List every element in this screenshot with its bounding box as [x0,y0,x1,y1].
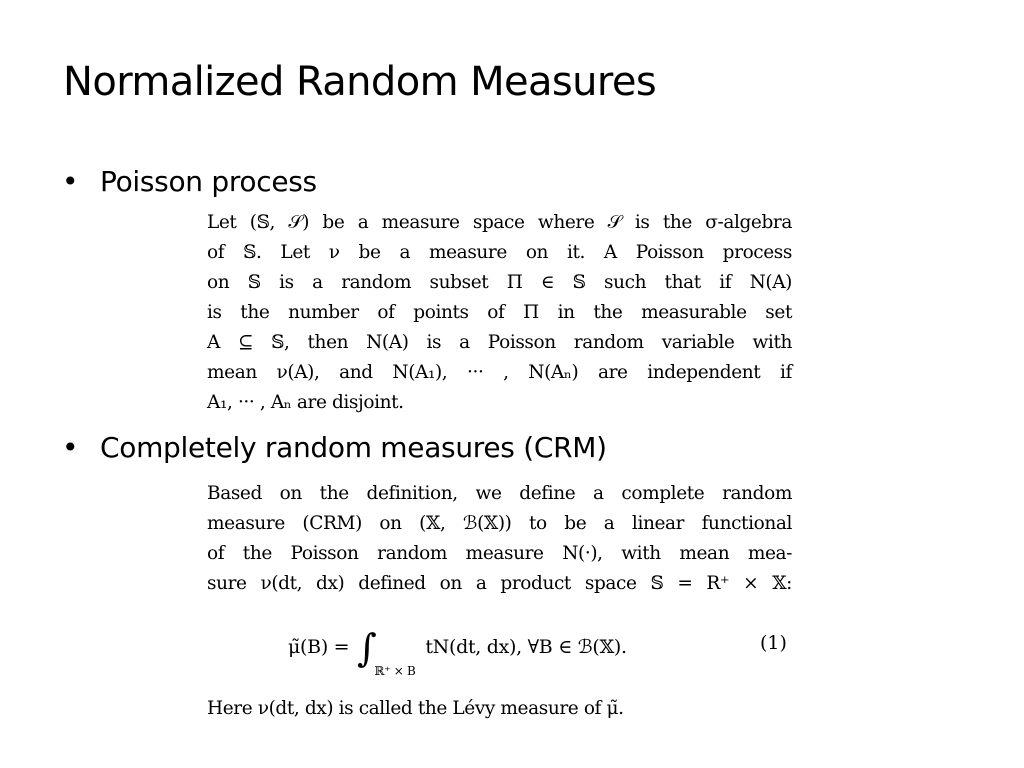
paragraph-line: is the number of points of Π in the measurable set [207,302,792,323]
paragraph-line: on 𝕊 is a random subset Π ∈ 𝕊 such that if N(A) [207,272,792,293]
paragraph-line: Let (𝕊, 𝒮) be a measure space where 𝒮 is the σ-algebra [207,212,792,233]
paragraph-line: A ⊆ 𝕊, then N(A) is a Poisson random variable with [207,332,792,353]
integral-subscript: ℝ⁺ × B [374,664,416,678]
poisson-process-definition [207,208,792,418]
slide-title: Normalized Random Measures [63,59,657,105]
equation-lhs: μ̃(B) = [288,636,350,658]
paragraph-line: Based on the definition, we define a complete random [207,483,792,504]
paragraph-line: A₁, ··· , Aₙ are disjoint. [207,392,404,413]
crm-definition [207,479,792,599]
paragraph-line: mean ν(A), and N(A₁), ··· , N(Aₙ) are independent if [207,362,792,383]
equation-rhs: tN(dt, dx), ∀B ∈ ℬ(𝕏). [425,636,627,658]
integral-sign: ∫ [357,626,377,670]
bullet-completely-random-measures [62,430,607,466]
bullet-marker: • [62,165,79,198]
bullet-label: Poisson process [100,165,317,198]
equation-number: (1) [760,632,787,654]
bullet-label: Completely random measures (CRM) [100,431,607,464]
paragraph-line: sure ν(dt, dx) defined on a product space 𝕊 = R⁺ × 𝕏: [207,573,792,594]
levy-measure-note: Here ν(dt, dx) is called the Lévy measure of μ̃. [207,698,624,719]
paragraph-line: measure (CRM) on (𝕏, ℬ(𝕏)) to be a linear functional [207,513,792,534]
paragraph-line: of 𝕊. Let ν be a measure on it. A Poisson process [207,242,792,263]
paragraph-line: of the Poisson random measure N(·), with mean mea- [207,543,792,564]
bullet-marker: • [62,431,79,464]
bullet-poisson-process [62,164,317,200]
